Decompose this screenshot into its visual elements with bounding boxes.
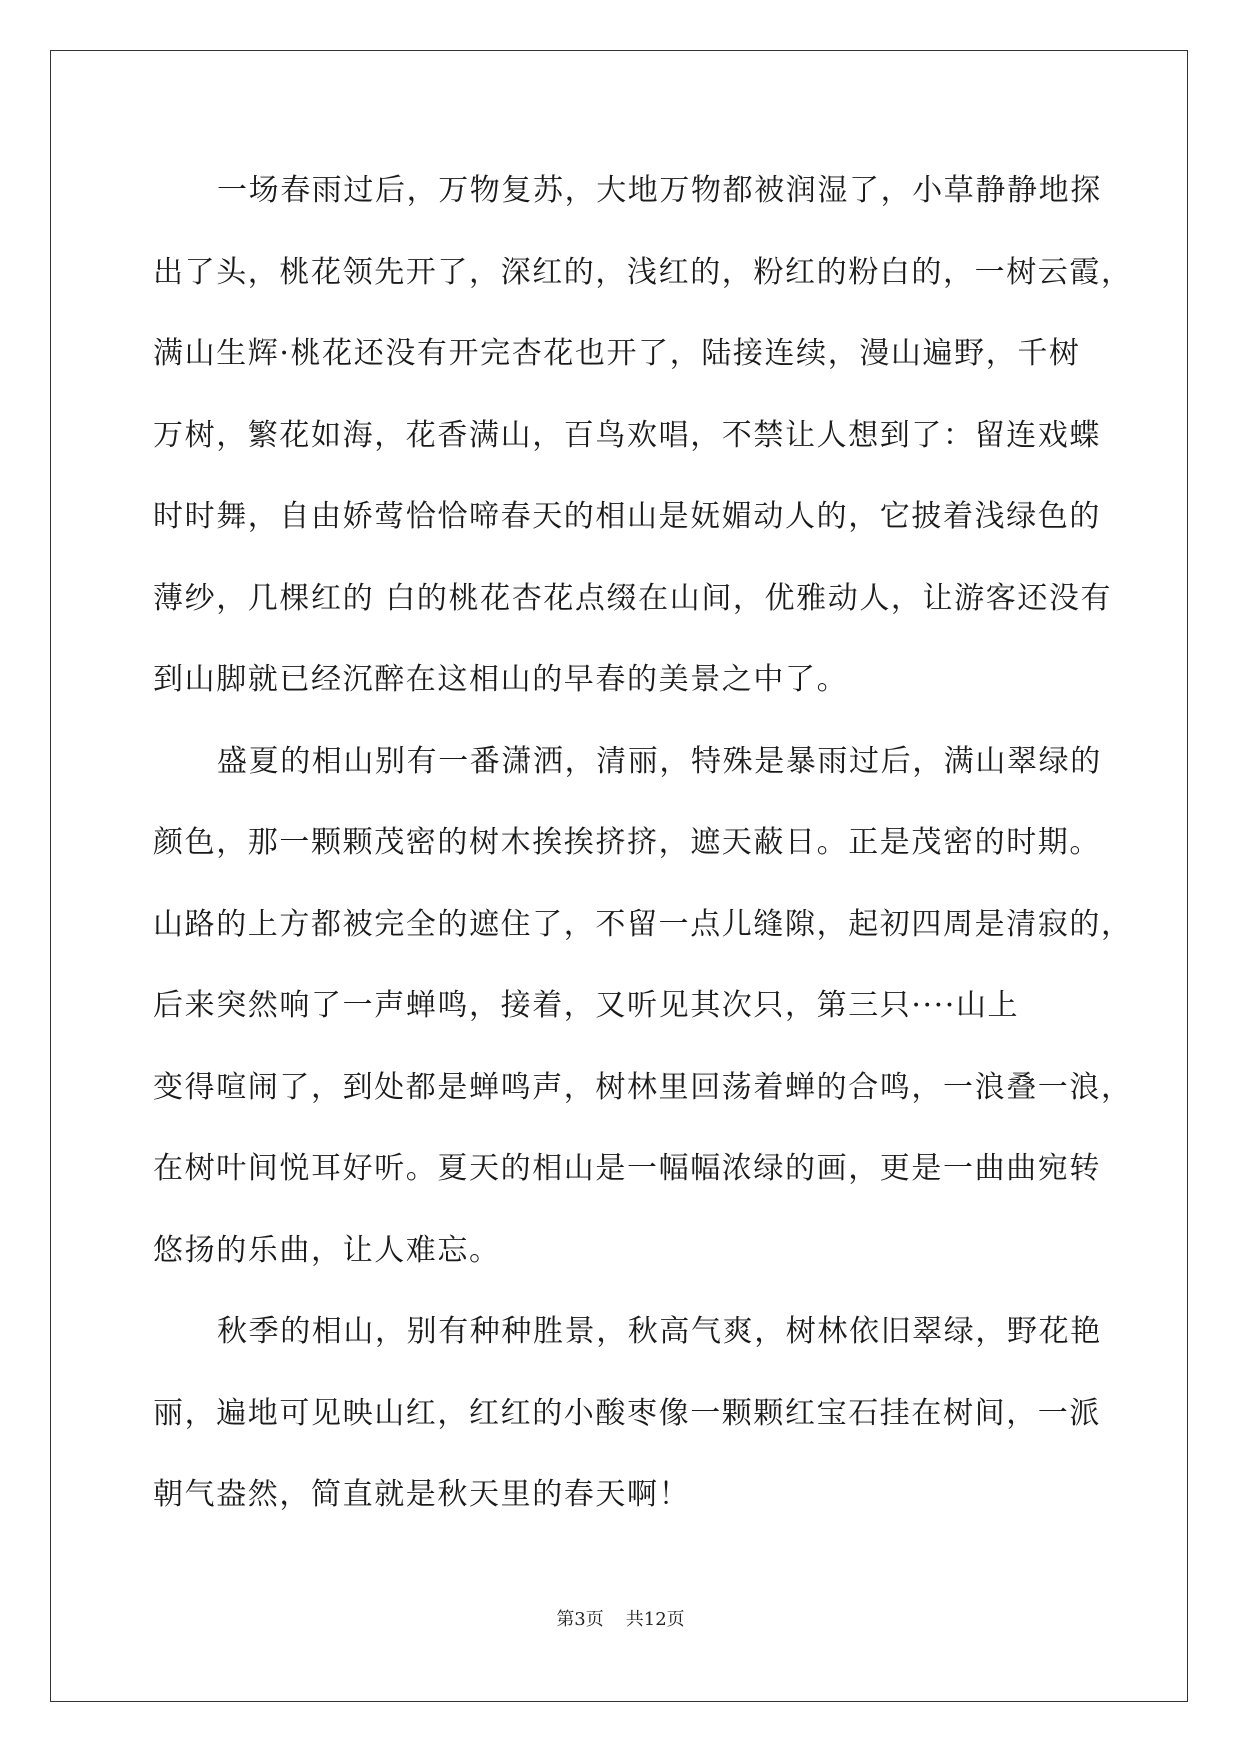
text-line: 盛夏的相山别有一番潇洒，清丽，特殊是暴雨过后，满山翠绿的: [217, 743, 1102, 779]
paragraph-autumn: [153, 1291, 1113, 1536]
text-line: 一场春雨过后，万物复苏，大地万物都被润湿了，小草静静地探: [217, 173, 1102, 208]
text-line: 山路的上方都被完全的遮住了，不留一点儿缝隙，起初四周是清寂的，: [153, 906, 1133, 942]
page-total: 共12页: [625, 1609, 685, 1630]
page-footer: [0, 1605, 1241, 1631]
text-line: 薄纱，几棵红的 白的桃花杏花点缀在山间，优雅动人，让游客还没有: [153, 580, 1113, 616]
text-line: 出了头，桃花领先开了，深红的，浅红的，粉红的粉白的，一树云霞，: [153, 254, 1133, 290]
text-line: 秋季的相山，别有种种胜景，秋高气爽，树林依旧翠绿，野花艳: [217, 1314, 1102, 1349]
text-line: 万树，繁花如海，花香满山，百鸟欢唱，不禁让人想到了：留连戏蝶: [153, 417, 1101, 453]
page-number: 第3页: [556, 1609, 604, 1630]
text-line: 到山脚就已经沉醉在这相山的早春的美景之中了。: [153, 662, 849, 697]
text-line: 丽，遍地可见映山红，红红的小酸枣像一颗颗红宝石挂在树间，一派: [153, 1395, 1101, 1431]
text-line: 在树叶间悦耳好听。夏天的相山是一幅幅浓绿的画，更是一曲曲宛转: [153, 1151, 1101, 1186]
text-line: 变得喧闹了，到处都是蝉鸣声，树林里回荡着蝉的合鸣，一浪叠一浪，: [153, 1069, 1133, 1105]
text-line: 满山生辉·桃花还没有开完杏花也开了，陆接连续，漫山遍野，千树: [153, 336, 1081, 371]
document-body: [153, 150, 1133, 1536]
text-line: 后来突然响了一声蝉鸣，接着，又听见其次只，第三只····山上: [153, 988, 1020, 1023]
text-line: 悠扬的乐曲，让人难忘。: [153, 1232, 501, 1268]
paragraph-spring: [153, 150, 1133, 721]
text-line: 颜色，那一颗颗茂密的树木挨挨挤挤，遮天蔽日。正是茂密的时期。: [153, 825, 1101, 860]
text-line: 朝气盎然，简直就是秋天里的春天啊！: [153, 1477, 691, 1512]
paragraph-summer: [153, 721, 1133, 1292]
text-line: 时时舞，自由娇莺恰恰啼春天的相山是妩媚动人的，它披着浅绿色的: [153, 499, 1101, 534]
